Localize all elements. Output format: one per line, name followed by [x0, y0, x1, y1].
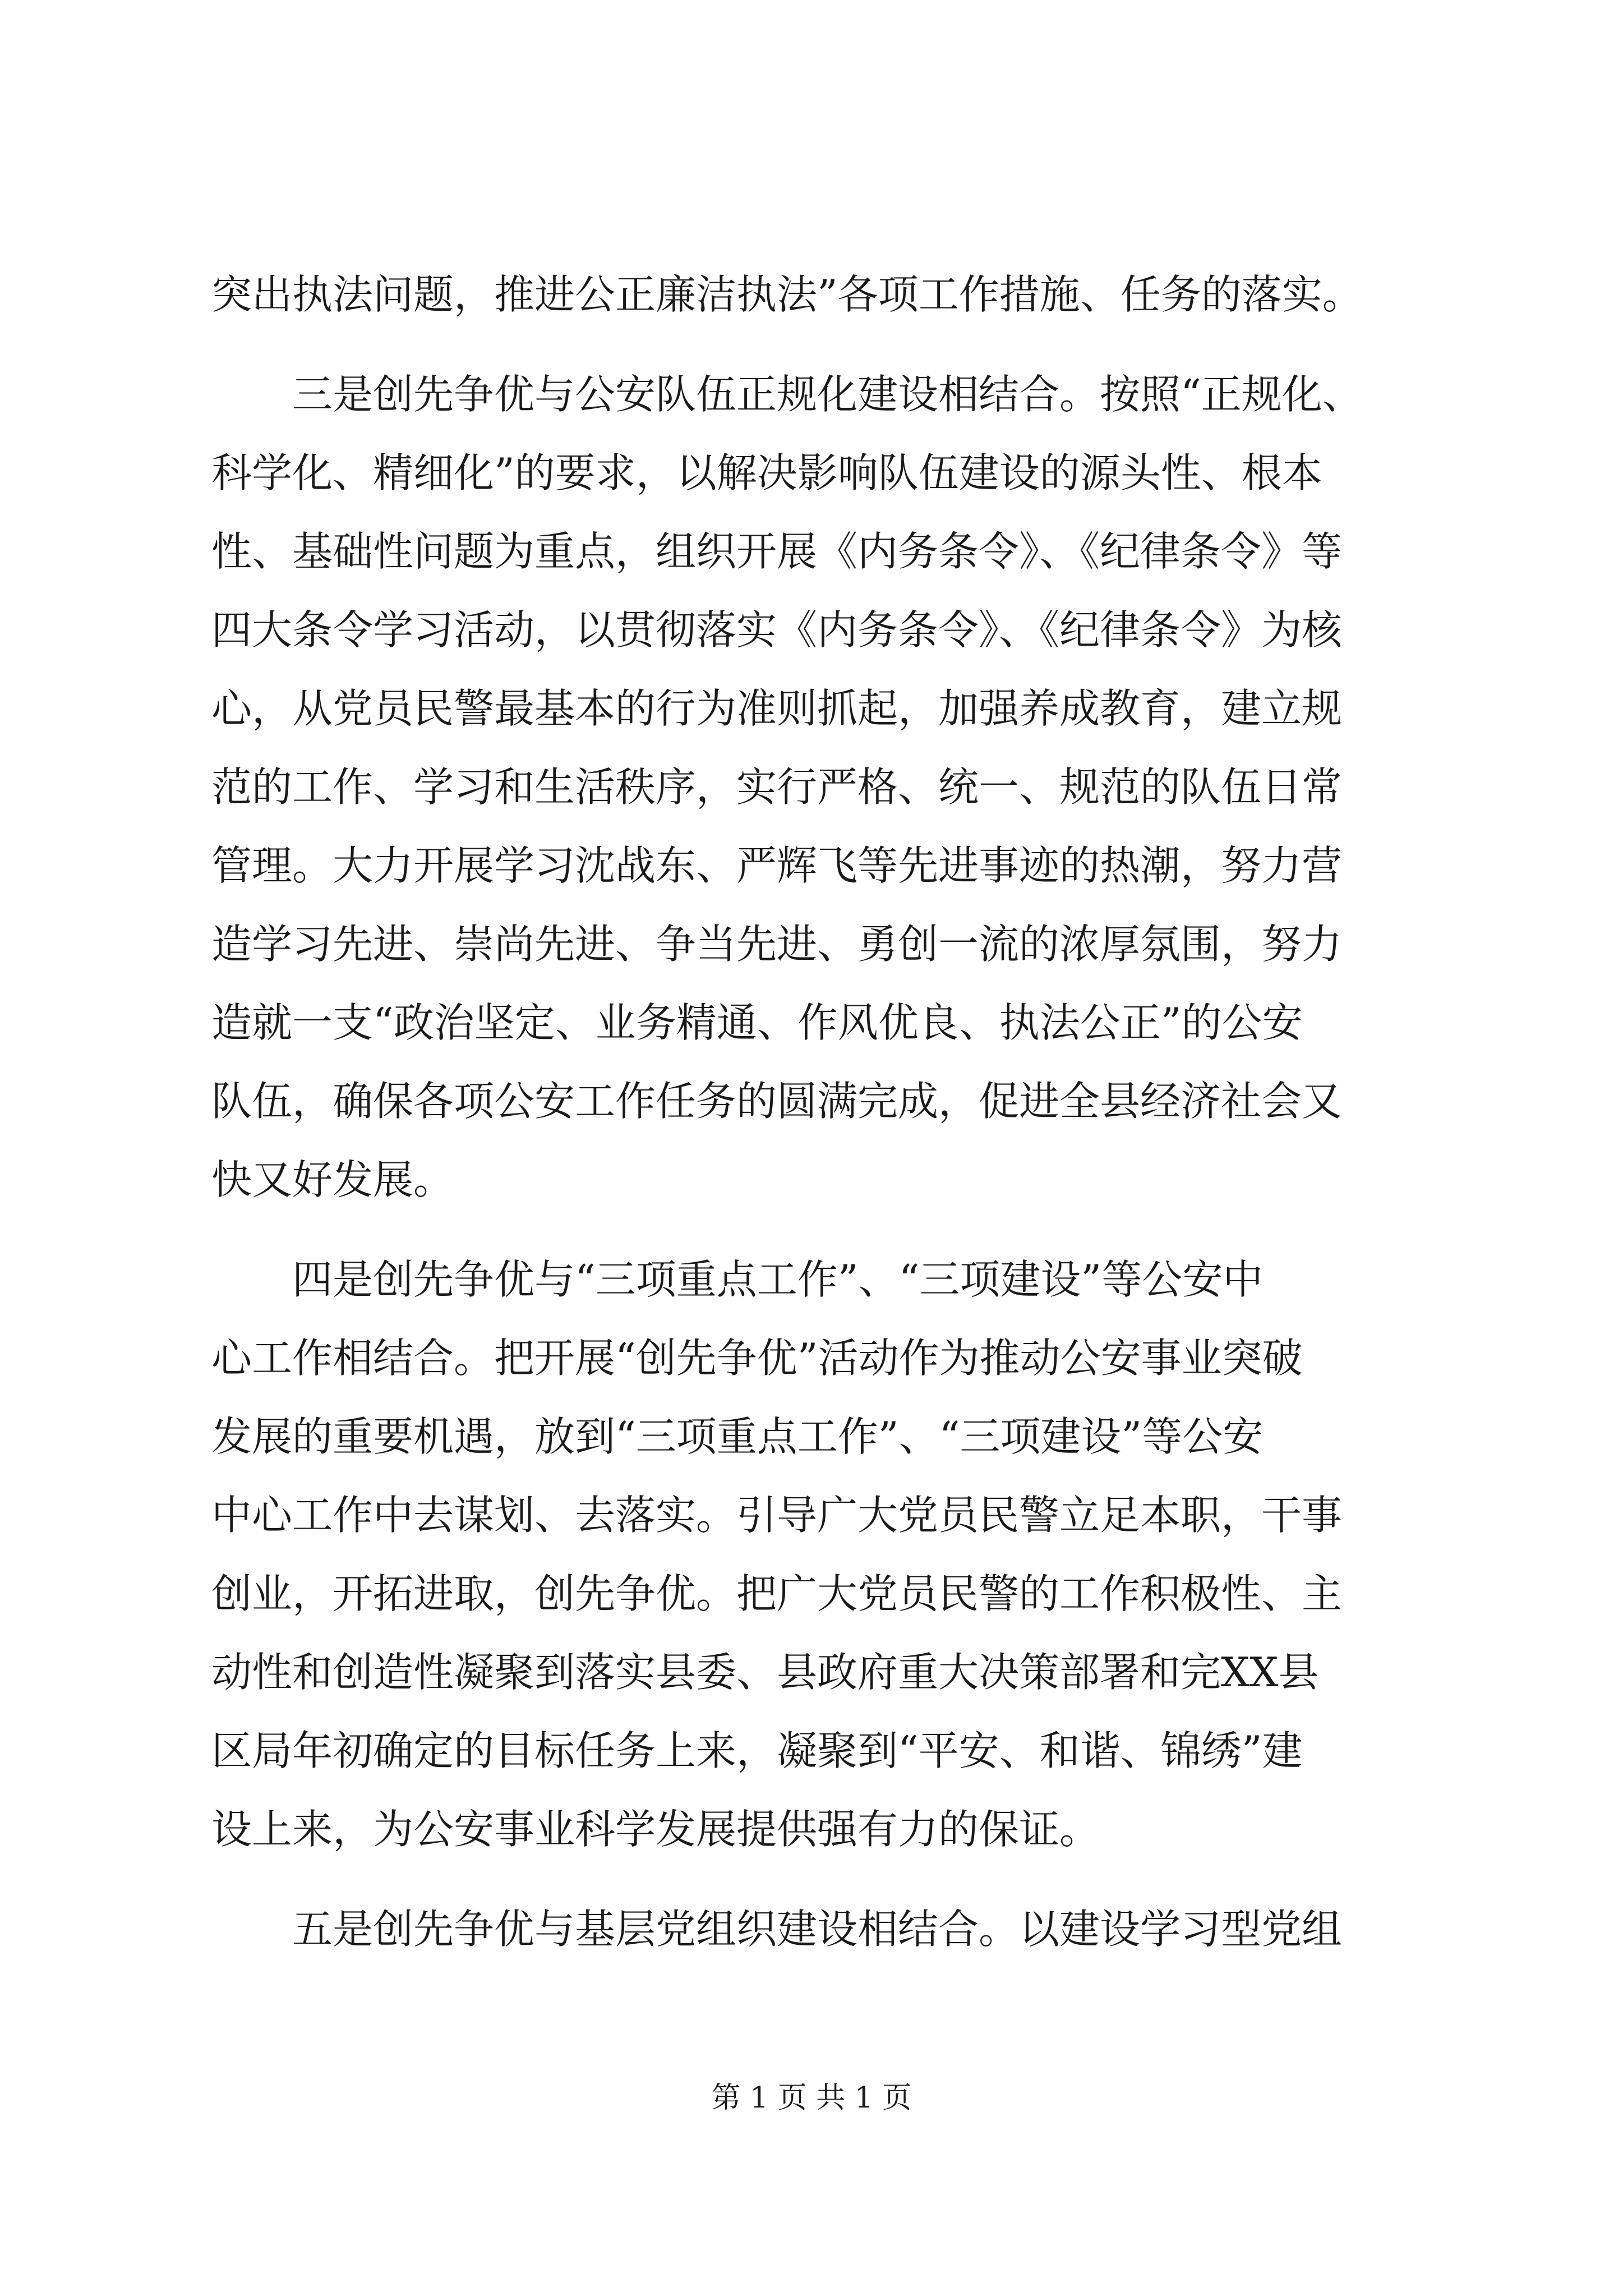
text-line: 队伍，确保各项公安工作任务的圆满完成，促进全县经济社会又: [211, 1078, 1343, 1125]
text-line: 创业，开拓进取，创先争优。把广大党员民警的工作积极性、主: [211, 1570, 1343, 1617]
text-line: 造就一支“政治坚定、业务精通、作风优良、执法公正”的公安: [211, 999, 1303, 1046]
text-line: 发展的重要机遇，放到“三项重点工作”、“三项建设”等公安: [211, 1413, 1264, 1460]
text-line: 设上来，为公安事业科学发展提供强有力的保证。: [211, 1806, 1100, 1853]
text-line: 四是创先争优与“三项重点工作”、“三项建设”等公安中: [292, 1256, 1264, 1303]
text-line: 造学习先进、崇尚先进、争当先进、勇创一流的浓厚氛围，努力: [211, 921, 1343, 968]
page-footer: 第 1 页 共 1 页: [711, 2081, 912, 2115]
text-line: 管理。大力开展学习沈战东、严辉飞等先进事迹的热潮，努力营: [211, 842, 1343, 889]
text-line: 五是创先争优与基层党组织建设相结合。以建设学习型党组: [292, 1906, 1343, 1953]
text-line: 范的工作、学习和生活秩序，实行严格、统一、规范的队伍日常: [211, 763, 1343, 811]
text-line: 快又好发展。: [211, 1156, 454, 1203]
text-line: 四大条令学习活动，以贯彻落实《内务条令》、《纪律条令》为核: [211, 606, 1343, 654]
text-line: 心工作相结合。把开展“创先争优”活动作为推动公安事业突破: [211, 1335, 1303, 1382]
text-line: 中心工作中去谋划、去落实。引导广大党员民警立足本职，干事: [211, 1492, 1343, 1539]
text-line: 区局年初确定的目标任务上来，凝聚到“平安、和谐、锦绣”建: [211, 1727, 1303, 1774]
text-line: 突出执法问题，推进公正廉洁执法”各项工作措施、任务的落实。: [211, 271, 1363, 318]
text-line: 动性和创造性凝聚到落实县委、县政府重大决策部署和完XX县: [211, 1649, 1319, 1696]
text-line: 科学化、精细化”的要求，以解决影响队伍建设的源头性、根本: [211, 449, 1322, 496]
text-line: 三是创先争优与公安队伍正规化建设相结合。按照“正规化、: [292, 371, 1363, 418]
text-line: 心，从党员民警最基本的行为准则抓起，加强养成教育，建立规: [211, 685, 1343, 732]
text-line: 性、基础性问题为重点，组织开展《内务条令》、《纪律条令》等: [211, 528, 1343, 575]
